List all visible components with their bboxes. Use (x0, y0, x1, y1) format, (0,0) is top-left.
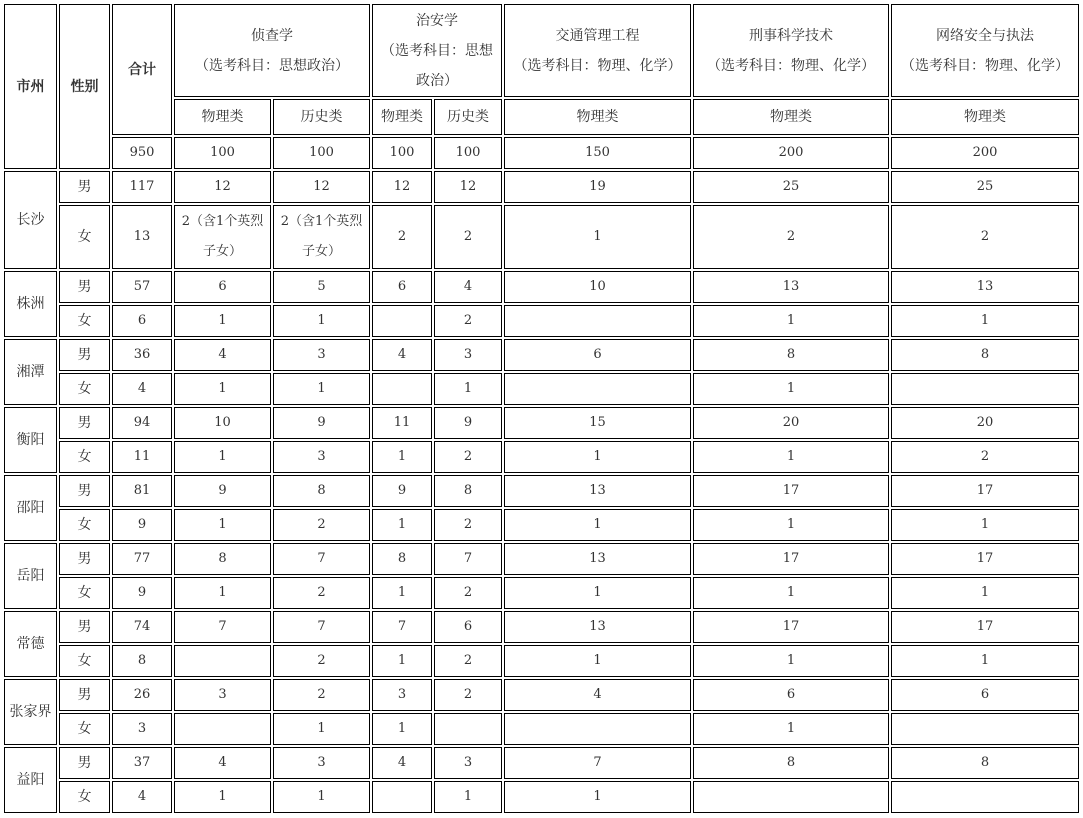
xingshi-physics-cell: 17 (693, 475, 889, 507)
xingshi-physics-cell: 6 (693, 679, 889, 711)
track-header: 物理类 (372, 99, 432, 135)
jiaotong-physics-cell: 13 (504, 611, 691, 643)
major-name: 侦查学 (251, 27, 293, 44)
jiaotong-physics-cell: 4 (504, 679, 691, 711)
city-cell: 张家界 (4, 679, 57, 745)
total-cell: 81 (112, 475, 172, 507)
zhian-physics-cell: 9 (372, 475, 432, 507)
zhencha-history-cell: 3 (273, 339, 370, 371)
total-cell: 3 (112, 713, 172, 745)
city-cell: 衡阳 (4, 407, 57, 473)
zhian-history-cell: 2 (434, 679, 502, 711)
zhian-physics-cell: 4 (372, 747, 432, 779)
zhencha-history-cell: 7 (273, 543, 370, 575)
wangluo-physics-cell: 2 (891, 441, 1079, 473)
zhian-history-cell: 9 (434, 407, 502, 439)
table-row (4, 781, 1079, 813)
zhencha-physics-cell (174, 713, 271, 745)
jiaotong-physics-cell (504, 373, 691, 405)
zhencha-physics-cell: 12 (174, 171, 271, 203)
jiaotong-physics-cell: 19 (504, 171, 691, 203)
jiaotong-physics-cell: 1 (504, 509, 691, 541)
wangluo-physics-cell: 1 (891, 509, 1079, 541)
zhian-physics-cell: 6 (372, 271, 432, 303)
zhian-physics-cell: 1 (372, 713, 432, 745)
zhencha-history-cell: 5 (273, 271, 370, 303)
zhian-physics-cell (372, 305, 432, 337)
total-cell: 13 (112, 205, 172, 269)
gender-cell: 男 (59, 407, 110, 439)
zhian-physics-cell: 11 (372, 407, 432, 439)
major-subject-note: （选考科目：物理、化学） (513, 57, 682, 74)
major-subject-note: （选考科目：物理、化学） (707, 57, 875, 74)
zhencha-physics-cell: 1 (174, 373, 271, 405)
jiaotong-physics-cell: 10 (504, 271, 691, 303)
table-body (4, 4, 1079, 813)
total-cell: 37 (112, 747, 172, 779)
major-subject-note: （选考科目：思想政治） (381, 42, 493, 89)
zhian-history-cell: 2 (434, 205, 502, 269)
wangluo-physics-cell: 13 (891, 271, 1079, 303)
zhencha-history-cell: 8 (273, 475, 370, 507)
city-cell: 岳阳 (4, 543, 57, 609)
zhencha-physics-cell (174, 645, 271, 677)
jiaotong-physics-cell: 6 (504, 339, 691, 371)
table-row (4, 475, 1079, 507)
table-row (4, 577, 1079, 609)
city-column-header: 市州 (4, 4, 57, 169)
jiaotong-physics-cell: 7 (504, 747, 691, 779)
city-cell: 常德 (4, 611, 57, 677)
jiaotong-physics-cell: 1 (504, 205, 691, 269)
major-name: 交通管理工程 (555, 27, 640, 44)
table-row (4, 407, 1079, 439)
total-quota-cell: 950 (112, 137, 172, 169)
table-row (4, 509, 1079, 541)
zhian-history-cell: 2 (434, 645, 502, 677)
zhencha-physics-cell: 4 (174, 747, 271, 779)
xingshi-physics-cell: 17 (693, 611, 889, 643)
zhencha-history-cell: 3 (273, 441, 370, 473)
table-row (4, 543, 1079, 575)
jiaotong-physics-cell: 1 (504, 577, 691, 609)
zhian-history-cell: 3 (434, 339, 502, 371)
total-cell: 117 (112, 171, 172, 203)
total-cell: 74 (112, 611, 172, 643)
xingshi-physics-cell: 20 (693, 407, 889, 439)
jiaotong-physics-cell (504, 713, 691, 745)
track-header: 物理类 (693, 99, 889, 135)
zhencha-physics-cell: 1 (174, 441, 271, 473)
table-row (4, 339, 1079, 371)
major-subject-note: （选考科目：思想政治） (195, 57, 349, 74)
zhian-physics-cell (372, 373, 432, 405)
zhencha-physics-cell: 8 (174, 543, 271, 575)
total-cell: 77 (112, 543, 172, 575)
major-header-wangluo (891, 4, 1079, 97)
gender-cell: 女 (59, 205, 110, 269)
zhian-history-cell: 2 (434, 305, 502, 337)
zhencha-history-cell: 12 (273, 171, 370, 203)
zhian-physics-cell (372, 781, 432, 813)
header-row-majors (4, 4, 1079, 97)
major-subject-note: （选考科目：物理、化学） (901, 57, 1069, 74)
zhian-physics-cell: 1 (372, 441, 432, 473)
xingshi-physics-cell: 2 (693, 205, 889, 269)
track-header: 物理类 (504, 99, 691, 135)
xingshi-physics-cell: 8 (693, 339, 889, 371)
city-cell: 湘潭 (4, 339, 57, 405)
zhian-history-cell: 8 (434, 475, 502, 507)
jiaotong-physics-cell: 1 (504, 781, 691, 813)
gender-cell: 女 (59, 509, 110, 541)
xingshi-physics-cell: 13 (693, 271, 889, 303)
zhian-physics-cell: 1 (372, 645, 432, 677)
zhian-history-cell: 2 (434, 441, 502, 473)
zhencha-history-cell: 1 (273, 373, 370, 405)
zhencha-physics-cell: 7 (174, 611, 271, 643)
gender-cell: 男 (59, 171, 110, 203)
zhencha-physics-cell: 6 (174, 271, 271, 303)
zhian-history-cell: 6 (434, 611, 502, 643)
gender-cell: 女 (59, 645, 110, 677)
track-header: 物理类 (891, 99, 1079, 135)
jiaotong-physics-cell: 13 (504, 543, 691, 575)
xingshi-physics-cell: 25 (693, 171, 889, 203)
city-cell: 长沙 (4, 171, 57, 269)
zhencha-physics-cell: 1 (174, 781, 271, 813)
zhencha-history-cell: 3 (273, 747, 370, 779)
zhencha-history-cell: 2 (273, 679, 370, 711)
zhian-physics-cell: 8 (372, 543, 432, 575)
zhencha-physics-cell: 3 (174, 679, 271, 711)
zhian-history-cell: 12 (434, 171, 502, 203)
zhian-history-cell: 1 (434, 781, 502, 813)
total-cell: 11 (112, 441, 172, 473)
wangluo-physics-cell (891, 713, 1079, 745)
zhencha-physics-cell: 10 (174, 407, 271, 439)
jiaotong-physics-cell: 15 (504, 407, 691, 439)
table-row (4, 747, 1079, 779)
gender-cell: 男 (59, 543, 110, 575)
wangluo-physics-cell (891, 781, 1079, 813)
track-header: 物理类 (174, 99, 271, 135)
quota-cell: 100 (434, 137, 502, 169)
major-name: 治安学 (416, 12, 458, 29)
gender-cell: 男 (59, 747, 110, 779)
quota-cell: 100 (372, 137, 432, 169)
zhencha-physics-cell: 4 (174, 339, 271, 371)
total-cell: 6 (112, 305, 172, 337)
city-cell: 邵阳 (4, 475, 57, 541)
wangluo-physics-cell: 1 (891, 577, 1079, 609)
zhencha-history-cell: 9 (273, 407, 370, 439)
zhencha-history-cell: 2 (273, 577, 370, 609)
xingshi-physics-cell: 1 (693, 645, 889, 677)
zhian-history-cell: 1 (434, 373, 502, 405)
zhencha-history-cell: 2 (273, 645, 370, 677)
zhian-history-cell: 4 (434, 271, 502, 303)
gender-cell: 男 (59, 679, 110, 711)
table-row (4, 373, 1079, 405)
zhencha-history-cell: 2 (273, 509, 370, 541)
track-header: 历史类 (434, 99, 502, 135)
wangluo-physics-cell: 17 (891, 611, 1079, 643)
zhian-physics-cell: 7 (372, 611, 432, 643)
zhencha-history-cell: 1 (273, 781, 370, 813)
zhian-physics-cell: 12 (372, 171, 432, 203)
zhencha-history-cell: 1 (273, 305, 370, 337)
major-header-jiaotong (504, 4, 691, 97)
zhencha-history-cell: 1 (273, 713, 370, 745)
zhian-physics-cell: 3 (372, 679, 432, 711)
gender-cell: 女 (59, 441, 110, 473)
zhencha-physics-cell: 1 (174, 577, 271, 609)
table-row (4, 441, 1079, 473)
wangluo-physics-cell: 8 (891, 747, 1079, 779)
zhian-history-cell: 2 (434, 577, 502, 609)
table-row (4, 171, 1079, 203)
wangluo-physics-cell: 17 (891, 543, 1079, 575)
zhian-physics-cell: 1 (372, 577, 432, 609)
wangluo-physics-cell: 20 (891, 407, 1079, 439)
zhian-physics-cell: 1 (372, 509, 432, 541)
xingshi-physics-cell: 1 (693, 713, 889, 745)
zhencha-physics-cell: 9 (174, 475, 271, 507)
table-row (4, 713, 1079, 745)
xingshi-physics-cell: 1 (693, 577, 889, 609)
gender-cell: 男 (59, 339, 110, 371)
zhian-history-cell: 2 (434, 509, 502, 541)
wangluo-physics-cell (891, 373, 1079, 405)
table-row (4, 205, 1079, 269)
table-row (4, 305, 1079, 337)
table-row (4, 271, 1079, 303)
wangluo-physics-cell: 1 (891, 305, 1079, 337)
quota-cell: 150 (504, 137, 691, 169)
quota-cell: 100 (174, 137, 271, 169)
wangluo-physics-cell: 2 (891, 205, 1079, 269)
xingshi-physics-cell: 17 (693, 543, 889, 575)
zhian-physics-cell: 4 (372, 339, 432, 371)
gender-cell: 女 (59, 373, 110, 405)
total-cell: 8 (112, 645, 172, 677)
gender-cell: 男 (59, 475, 110, 507)
zhian-history-cell: 7 (434, 543, 502, 575)
xingshi-physics-cell: 8 (693, 747, 889, 779)
xingshi-physics-cell: 1 (693, 373, 889, 405)
quota-cell: 100 (273, 137, 370, 169)
gender-cell: 女 (59, 577, 110, 609)
zhian-history-cell (434, 713, 502, 745)
gender-cell: 女 (59, 305, 110, 337)
xingshi-physics-cell: 1 (693, 509, 889, 541)
major-header-zhencha (174, 4, 370, 97)
wangluo-physics-cell: 25 (891, 171, 1079, 203)
major-name: 网络安全与执法 (936, 27, 1034, 44)
jiaotong-physics-cell: 13 (504, 475, 691, 507)
xingshi-physics-cell (693, 781, 889, 813)
quota-cell: 200 (891, 137, 1079, 169)
gender-cell: 男 (59, 611, 110, 643)
gender-cell: 女 (59, 713, 110, 745)
zhian-history-cell: 3 (434, 747, 502, 779)
table-row (4, 611, 1079, 643)
total-cell: 4 (112, 373, 172, 405)
jiaotong-physics-cell: 1 (504, 645, 691, 677)
wangluo-physics-cell: 8 (891, 339, 1079, 371)
zhencha-physics-cell: 2（含1个英烈子女） (174, 205, 271, 269)
track-header: 历史类 (273, 99, 370, 135)
quota-cell: 200 (693, 137, 889, 169)
zhencha-physics-cell: 1 (174, 509, 271, 541)
total-cell: 4 (112, 781, 172, 813)
admission-quota-table (2, 2, 1081, 815)
xingshi-physics-cell: 1 (693, 441, 889, 473)
jiaotong-physics-cell (504, 305, 691, 337)
zhencha-history-cell: 7 (273, 611, 370, 643)
major-header-xingshi (693, 4, 889, 97)
major-header-zhian (372, 4, 502, 97)
table-row (4, 679, 1079, 711)
header-row-quotas (4, 137, 1079, 169)
total-cell: 36 (112, 339, 172, 371)
major-name: 刑事科学技术 (749, 27, 833, 44)
city-cell: 株洲 (4, 271, 57, 337)
total-cell: 9 (112, 577, 172, 609)
jiaotong-physics-cell: 1 (504, 441, 691, 473)
total-cell: 94 (112, 407, 172, 439)
zhian-physics-cell: 2 (372, 205, 432, 269)
total-cell: 9 (112, 509, 172, 541)
gender-cell: 男 (59, 271, 110, 303)
total-cell: 57 (112, 271, 172, 303)
zhencha-history-cell: 2（含1个英烈子女） (273, 205, 370, 269)
wangluo-physics-cell: 17 (891, 475, 1079, 507)
xingshi-physics-cell: 1 (693, 305, 889, 337)
total-cell: 26 (112, 679, 172, 711)
table-row (4, 645, 1079, 677)
wangluo-physics-cell: 6 (891, 679, 1079, 711)
zhencha-physics-cell: 1 (174, 305, 271, 337)
total-column-header: 合计 (112, 4, 172, 135)
city-cell: 益阳 (4, 747, 57, 813)
gender-cell: 女 (59, 781, 110, 813)
gender-column-header: 性别 (59, 4, 110, 169)
wangluo-physics-cell: 1 (891, 645, 1079, 677)
